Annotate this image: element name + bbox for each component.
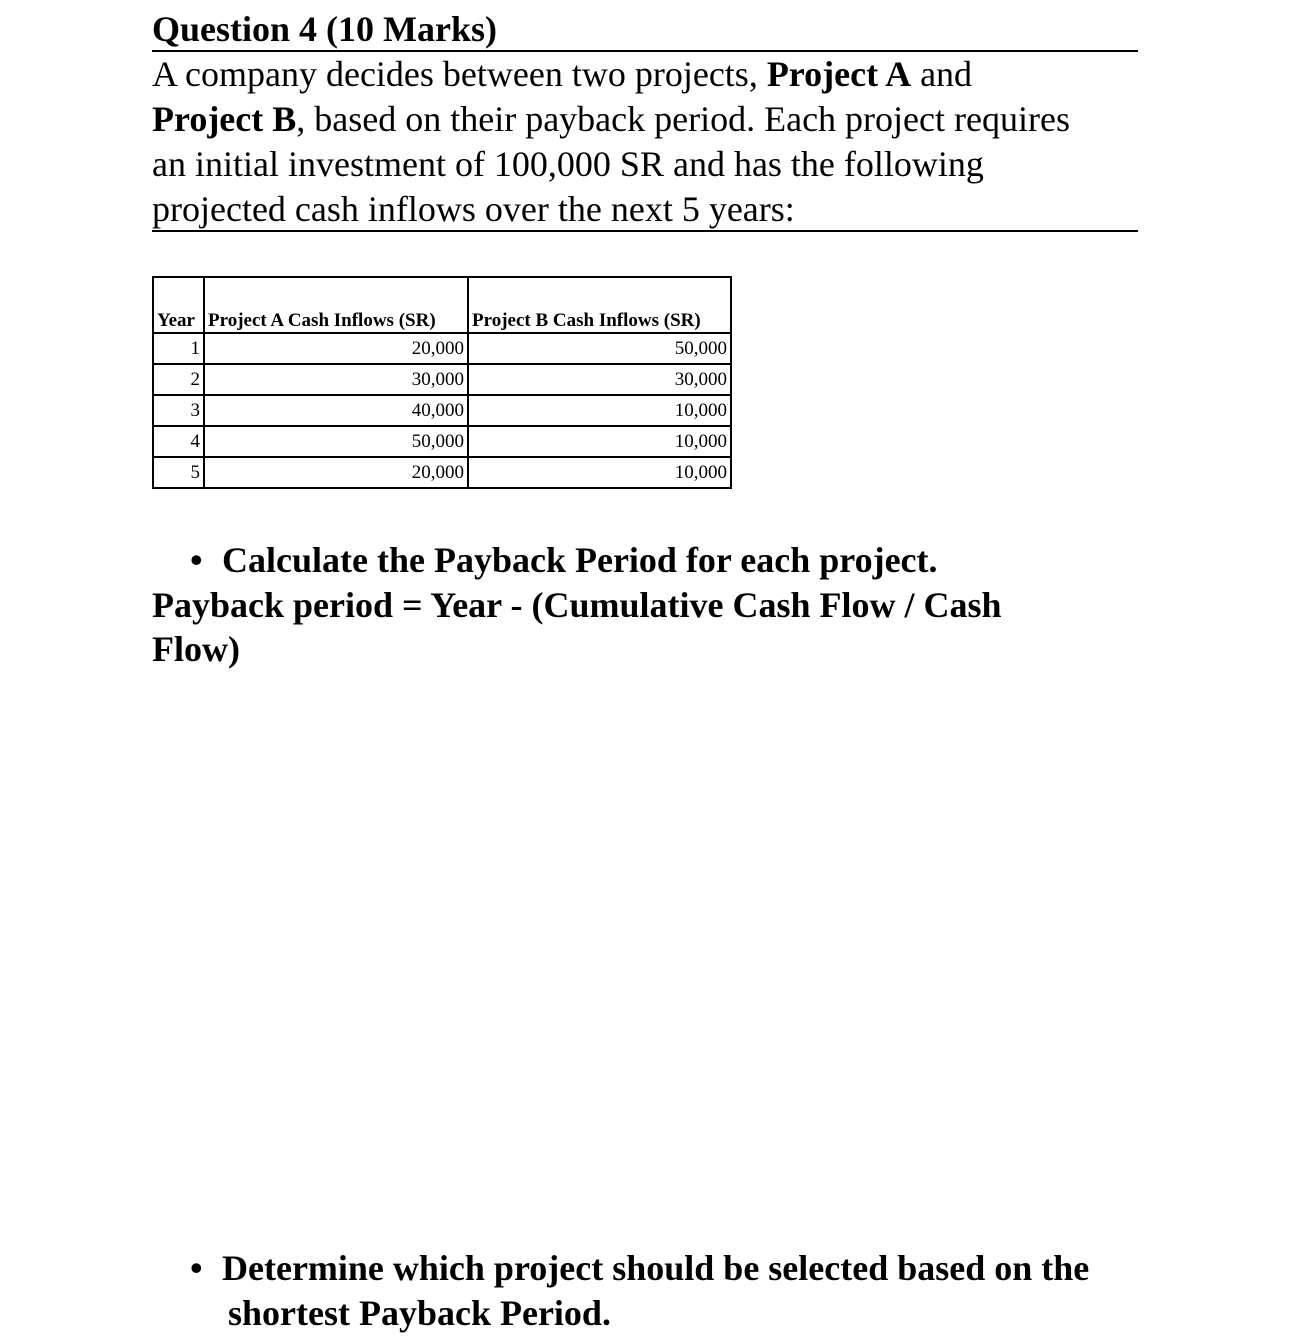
cell-project-b: 10,000: [468, 457, 731, 488]
cell-year: 1: [153, 333, 204, 364]
intro-text: , based on their payback period. Each project requires: [296, 99, 1070, 139]
task-2-text-line-2: shortest Payback Period.: [228, 1293, 611, 1333]
table-row: [153, 395, 731, 426]
task-1-text: Calculate the Payback Period for each project.: [222, 540, 938, 580]
table-header-row: [153, 306, 731, 333]
formula-line-2: Flow): [152, 629, 240, 669]
formula-line-1: Payback period = Year - (Cumulative Cash Flow / Cash: [152, 585, 1002, 625]
table-row: [153, 333, 731, 364]
cell-year: 5: [153, 457, 204, 488]
intro-line-2: [152, 97, 1138, 142]
table-row: [153, 426, 731, 457]
cell-project-b: 10,000: [468, 395, 731, 426]
intro-text: A company decides between two projects,: [152, 54, 767, 94]
table-row: [153, 364, 731, 395]
cash-inflows-table: [152, 276, 732, 489]
project-a-label: Project A: [766, 54, 912, 94]
cell-project-a: 40,000: [204, 395, 468, 426]
header-project-a: Project A Cash Inflows (SR): [204, 306, 468, 333]
cell-project-a: 20,000: [204, 333, 468, 364]
cell-year: 2: [153, 364, 204, 395]
intro-line-1: [152, 52, 1138, 97]
cash-inflows-table-wrap: [152, 276, 732, 489]
bullet-icon: •: [190, 540, 203, 580]
cell-project-b: 50,000: [468, 333, 731, 364]
intro-text: and: [911, 54, 973, 94]
cell-year: 3: [153, 395, 204, 426]
cell-project-a: 50,000: [204, 426, 468, 457]
cell-year: 4: [153, 426, 204, 457]
header-project-b: Project B Cash Inflows (SR): [468, 306, 731, 333]
question-title: Question 4 (10 Marks): [152, 8, 1138, 52]
project-b-label: Project B: [152, 99, 297, 139]
intro-line-3: an initial investment of 100,000 SR and has the following: [152, 144, 984, 184]
table-top-spacer: [153, 277, 731, 306]
cell-project-a: 20,000: [204, 457, 468, 488]
header-year: Year: [153, 306, 204, 333]
table-row: [153, 457, 731, 488]
cell-project-b: 10,000: [468, 426, 731, 457]
intro-line-4: projected cash inflows over the next 5 years:: [152, 189, 795, 229]
task-2-text-line-1: Determine which project should be selected based on the: [222, 1248, 1090, 1288]
bullet-icon: •: [190, 1248, 203, 1288]
task-2: [190, 1246, 1089, 1336]
cell-project-b: 30,000: [468, 364, 731, 395]
cell-project-a: 30,000: [204, 364, 468, 395]
task-1: [190, 538, 938, 583]
question-intro: [152, 52, 1138, 232]
payback-formula: [152, 583, 1112, 671]
